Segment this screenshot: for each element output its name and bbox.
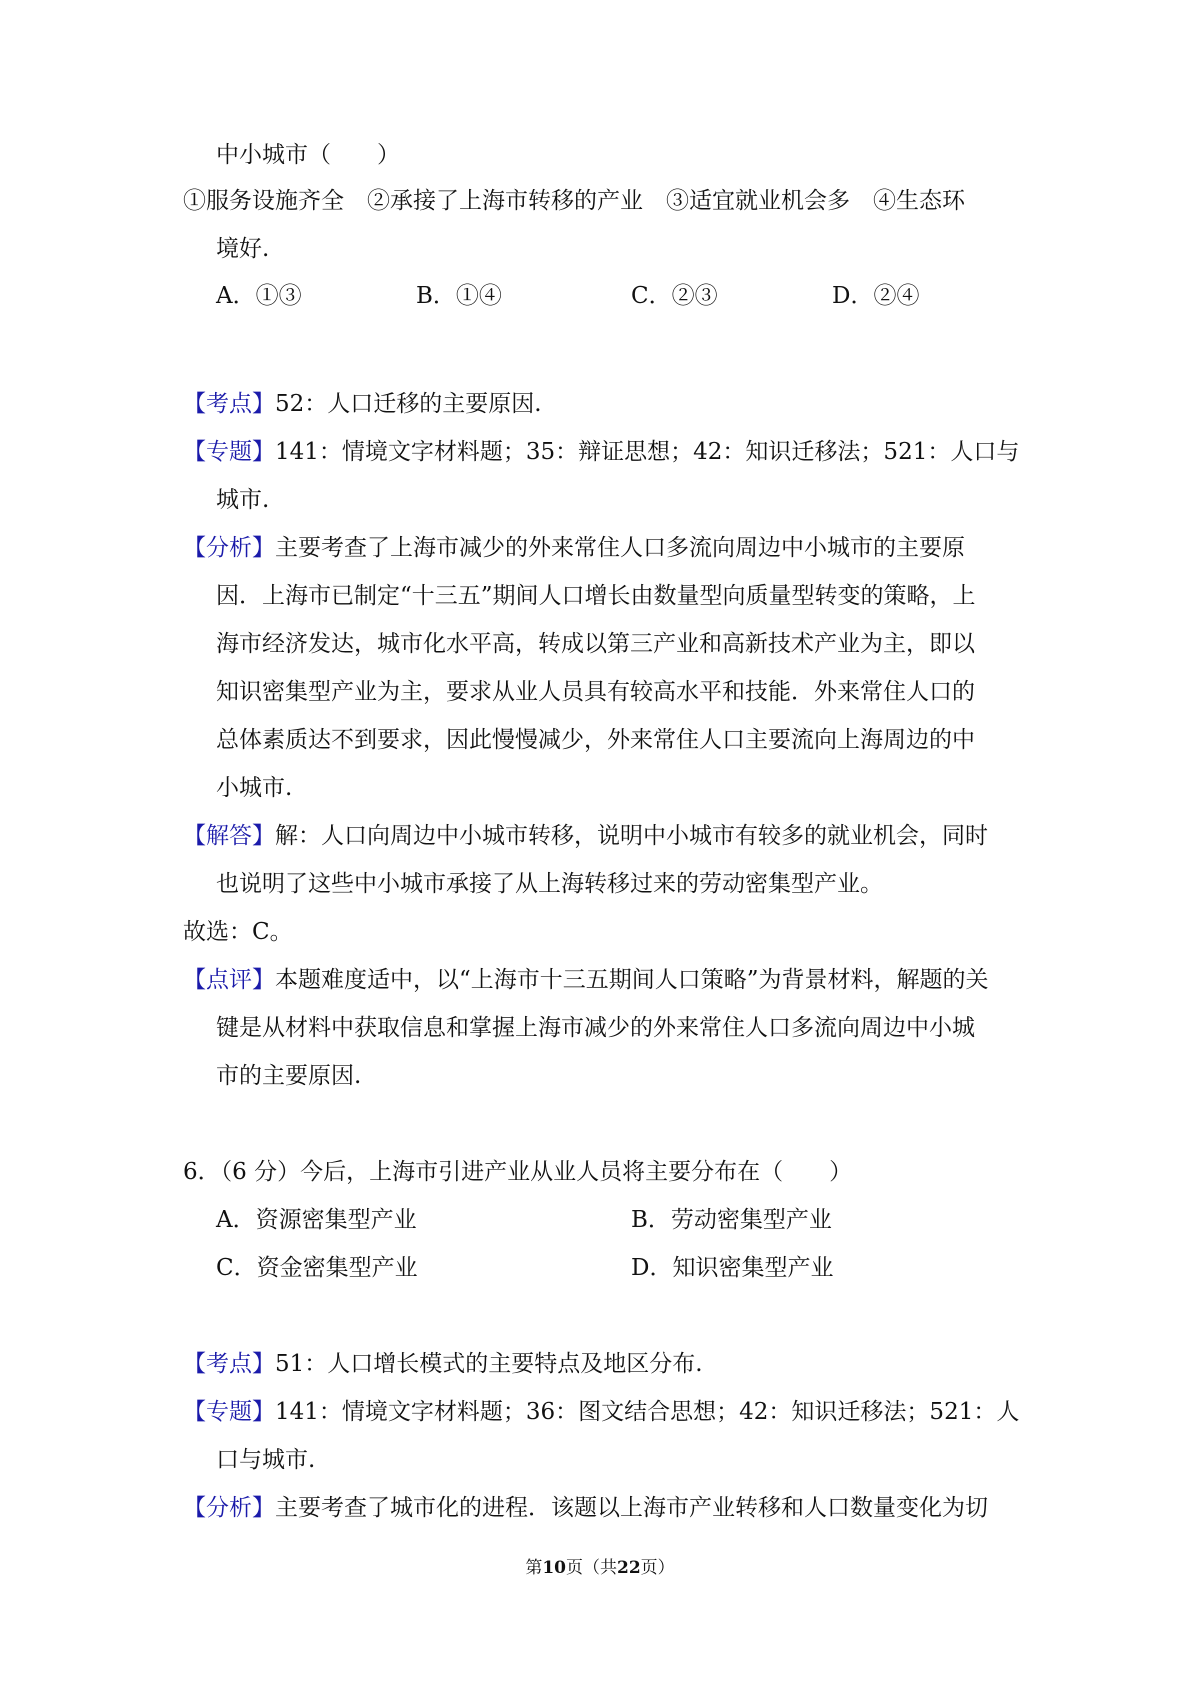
footer-page-number: 10 xyxy=(542,1558,566,1578)
fenxi-text: 主要考查了上海市减少的外来常住人口多流向周边中小城市的主要原 xyxy=(275,535,965,561)
a5-kaodian xyxy=(183,389,542,419)
zhuanti-text: 141：情境文字材料题；35：辩证思想；42：知识迁移法；521：人口与 xyxy=(275,439,1020,465)
a5-dianping-line3: 市的主要原因. xyxy=(216,1063,362,1089)
q6-option-a: A．资源密集型产业 xyxy=(216,1207,417,1233)
kaodian-text: 51：人口增长模式的主要特点及地区分布. xyxy=(275,1351,703,1377)
a5-fenxi-line2: 因．上海市已制定“十三五”期间人口增长由数量型向质量型转变的策略，上 xyxy=(216,583,976,609)
q5-option-c: C．②③ xyxy=(631,283,718,309)
q6-stem: 6．（6 分）今后，上海市引进产业从业人员将主要分布在（ ） xyxy=(183,1159,853,1185)
a5-jieda-line2: 也说明了这些中小城市承接了从上海转移过来的劳动密集型产业。 xyxy=(216,871,883,897)
a5-zhuanti xyxy=(183,437,1019,467)
q6-option-b: B．劳动密集型产业 xyxy=(631,1207,832,1233)
footer-prefix: 第 xyxy=(525,1558,543,1578)
page-footer xyxy=(0,1556,1200,1580)
zhuanti-tag: 【专题】 xyxy=(183,1399,275,1425)
kaodian-tag: 【考点】 xyxy=(183,391,275,417)
jieda-text: 解：人口向周边中小城市转移，说明中小城市有较多的就业机会，同时 xyxy=(275,823,988,849)
footer-suffix: 页） xyxy=(640,1558,675,1578)
q6-option-c: C．资金密集型产业 xyxy=(216,1255,418,1281)
a5-dianping-line2: 键是从材料中获取信息和掌握上海市减少的外来常住人口多流向周边中小城 xyxy=(216,1015,975,1041)
a6-kaodian xyxy=(183,1349,703,1379)
a5-guxuan: 故选：C。 xyxy=(183,919,293,945)
zhuanti-tag: 【专题】 xyxy=(183,439,275,465)
footer-mid: 页（共 xyxy=(566,1558,617,1578)
kaodian-text: 52：人口迁移的主要原因. xyxy=(275,391,542,417)
a6-zhuanti xyxy=(183,1397,1019,1427)
q5-option-b: B．①④ xyxy=(416,283,502,309)
q5-statements-line2: 境好. xyxy=(216,236,270,262)
a5-fenxi-line6: 小城市. xyxy=(216,775,293,801)
q5-stem-tail: 中小城市（ ） xyxy=(216,142,400,168)
fenxi-tag: 【分析】 xyxy=(183,1495,275,1521)
q5-option-d: D．②④ xyxy=(832,283,920,309)
dianping-tag: 【点评】 xyxy=(183,967,275,993)
footer-total-pages: 22 xyxy=(617,1558,641,1578)
a5-fenxi-line3: 海市经济发达，城市化水平高，转成以第三产业和高新技术产业为主，即以 xyxy=(216,631,975,657)
fenxi-tag: 【分析】 xyxy=(183,535,275,561)
q5-statements-line1: ①服务设施齐全 ②承接了上海市转移的产业 ③适宜就业机会多 ④生态环 xyxy=(183,188,965,214)
a5-fenxi-line4: 知识密集型产业为主，要求从业人员具有较高水平和技能．外来常住人口的 xyxy=(216,679,975,705)
a6-zhuanti-line2: 口与城市. xyxy=(216,1447,316,1473)
q5-option-a: A．①③ xyxy=(216,283,302,309)
a5-dianping xyxy=(183,965,989,995)
fenxi-text: 主要考查了城市化的进程．该题以上海市产业转移和人口数量变化为切 xyxy=(275,1495,988,1521)
a6-fenxi xyxy=(183,1493,988,1523)
zhuanti-text: 141：情境文字材料题；36：图文结合思想；42：知识迁移法；521：人 xyxy=(275,1399,1020,1425)
a5-zhuanti-line2: 城市. xyxy=(216,487,270,513)
a5-fenxi-line5: 总体素质达不到要求，因此慢慢减少，外来常住人口主要流向上海周边的中 xyxy=(216,727,975,753)
jieda-tag: 【解答】 xyxy=(183,823,275,849)
dianping-text: 本题难度适中，以“上海市十三五期间人口策略”为背景材料，解题的关 xyxy=(275,967,989,993)
q6-option-d: D．知识密集型产业 xyxy=(631,1255,834,1281)
kaodian-tag: 【考点】 xyxy=(183,1351,275,1377)
a5-fenxi xyxy=(183,533,965,563)
a5-jieda xyxy=(183,821,988,851)
